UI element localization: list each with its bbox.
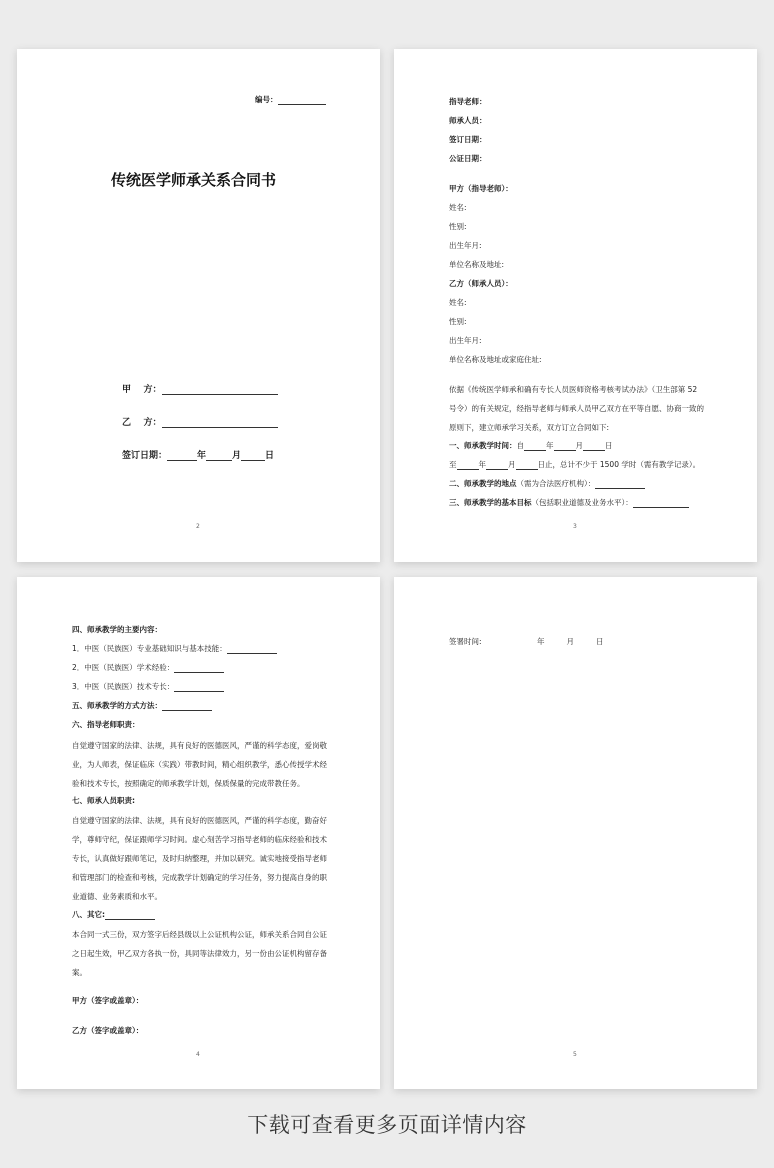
party-a-unit: 单位名称及地址: bbox=[449, 260, 505, 269]
section6-heading: 六、指导老师职责： bbox=[72, 720, 140, 729]
party-a-blank bbox=[162, 385, 278, 395]
section8-paragraph: 本合同一式三份，双方签字后经县级以上公证机构公证，师承关系合同自公证之日起生效，甲乙双方各执一份，具同等法律效力，另一份由公证机构留存备案。 bbox=[72, 930, 327, 977]
section2-row bbox=[449, 479, 645, 489]
party-a-heading: 甲方（指导老师）： bbox=[449, 184, 513, 193]
year-blank bbox=[167, 451, 197, 461]
section8-blank bbox=[105, 910, 155, 920]
section1-month: 月 bbox=[575, 441, 583, 450]
section6-paragraph: 自觉遵守国家的法律、法规，具有良好的医德医风，严谨的科学态度，爱岗敬业，为人师表，保证临床（实践）带教时间，精心组织教学，悉心传授学术经验和技术专长，按照确定的师承教学计划，保质保量的完成带教任务。 bbox=[72, 741, 327, 788]
party-b-heading: 乙方（师承人员）： bbox=[449, 279, 513, 288]
sign-time-label: 签署时间: bbox=[449, 637, 482, 646]
section5-blank bbox=[162, 701, 212, 711]
contract-page-5 bbox=[394, 577, 757, 1089]
party-a-row bbox=[122, 382, 278, 395]
instructor-line: 指导老师： bbox=[449, 97, 487, 106]
section1-stop: 日止，总计不少于 1500 学时（需有教学记录）。 bbox=[537, 460, 701, 469]
section1-row bbox=[449, 441, 613, 451]
contract-page-3 bbox=[394, 49, 757, 562]
section2-note: （需为合法医疗机构）： bbox=[516, 479, 596, 488]
section4-heading: 四、师承教学的主要内容： bbox=[72, 625, 162, 634]
party-a-signature: 甲方（签字或盖章）： bbox=[72, 996, 144, 1005]
section7-paragraph: 自觉遵守国家的法律、法规，具有良好的医德医风，严谨的科学态度，勤奋好学，尊师守纪，保证跟师学习时间。虚心刻苦学习指导老师的临床经验和技术专长，认真做好跟师笔记，及时归纳整理，并加以研究。诚实地接受指导老师和管理部门的检查和考核，完成教学计划确定的学习任务，努力提高自身的职业道德、业务素质和水平。 bbox=[72, 816, 327, 901]
item-text: 3．中医（民族医）技术专长： bbox=[72, 682, 175, 691]
section1-end-year: 年 bbox=[478, 460, 486, 469]
section1-end-row bbox=[449, 460, 700, 470]
section1-to: 至 bbox=[449, 460, 457, 469]
contract-page-2 bbox=[17, 49, 380, 562]
party-a-label: 甲 方： bbox=[122, 385, 162, 395]
party-a-name: 姓名: bbox=[449, 203, 467, 212]
page-number: 5 bbox=[573, 1051, 577, 1058]
item-blank bbox=[227, 644, 277, 654]
section4-item-1 bbox=[72, 644, 277, 654]
download-caption: 下载可查看更多页面详情内容 bbox=[247, 1113, 527, 1137]
party-b-birth: 出生年月: bbox=[449, 336, 482, 345]
party-b-name: 姓名: bbox=[449, 298, 467, 307]
contract-number-blank bbox=[278, 95, 326, 105]
day-label: 日 bbox=[265, 451, 275, 461]
sign-time-row bbox=[449, 636, 604, 647]
section4-item-3 bbox=[72, 682, 224, 692]
item-text: 1．中医（民族医）专业基础知识与基本技能： bbox=[72, 644, 227, 653]
party-a-gender: 性别: bbox=[449, 222, 467, 231]
party-b-signature: 乙方（签字或盖章）： bbox=[72, 1026, 144, 1035]
notary-date-line: 公证日期： bbox=[449, 154, 487, 163]
section5-row bbox=[72, 701, 212, 711]
sign-day: 日 bbox=[596, 637, 604, 646]
blank bbox=[486, 460, 508, 470]
section3-blank bbox=[633, 498, 689, 508]
sign-date-line: 签订日期： bbox=[449, 135, 487, 144]
sign-year: 年 bbox=[537, 637, 545, 646]
section3-label: 三、师承教学的基本目标 bbox=[449, 498, 532, 507]
page-number: 3 bbox=[573, 523, 577, 530]
month-blank bbox=[206, 451, 232, 461]
day-blank bbox=[241, 451, 265, 461]
blank bbox=[583, 441, 605, 451]
section3-note: （包括职业道德及业务水平）： bbox=[531, 498, 633, 507]
blank bbox=[524, 441, 546, 451]
item-text: 2．中医（民族医）学术经验： bbox=[72, 663, 175, 672]
section2-blank bbox=[595, 479, 645, 489]
blank bbox=[457, 460, 479, 470]
section4-item-2 bbox=[72, 663, 224, 673]
party-b-row bbox=[122, 415, 278, 428]
item-blank bbox=[174, 663, 224, 673]
blank bbox=[516, 460, 538, 470]
section1-day: 日 bbox=[605, 441, 613, 450]
party-b-label: 乙 方： bbox=[122, 418, 162, 428]
contract-number-row bbox=[255, 94, 326, 105]
section1-label: 一、师承教学时间： bbox=[449, 441, 517, 450]
section5-heading: 五、师承教学的方式方法： bbox=[72, 701, 162, 710]
section7-heading: 七、师承人员职责: bbox=[72, 796, 135, 805]
sign-date-label: 签订日期： bbox=[122, 451, 168, 461]
intro-paragraph: 依据《传统医学师承和确有专长人员医师资格考核考试办法》（卫生部第 52 号令）的有关规定，经指导老师与师承人员甲乙双方在平等自愿、协商一致的原则下，建立师承学习关系，双方订立合同如下: bbox=[449, 385, 704, 432]
contract-page-4 bbox=[17, 577, 380, 1089]
section1-year: 年 bbox=[546, 441, 554, 450]
section8-row bbox=[72, 910, 155, 920]
sign-date-row bbox=[122, 448, 274, 461]
section1-end-month: 月 bbox=[508, 460, 516, 469]
item-blank bbox=[174, 682, 224, 692]
section8-heading: 八、其它: bbox=[72, 910, 105, 919]
blank bbox=[554, 441, 576, 451]
year-label: 年 bbox=[197, 451, 207, 461]
document-title: 传统医学师承关系合同书 bbox=[111, 171, 277, 189]
page-number: 4 bbox=[196, 1051, 200, 1058]
party-b-address: 单位名称及地址或家庭住址: bbox=[449, 355, 542, 364]
party-b-blank bbox=[162, 418, 278, 428]
party-a-birth: 出生年月: bbox=[449, 241, 482, 250]
sign-month: 月 bbox=[566, 637, 574, 646]
page-number: 2 bbox=[196, 523, 200, 530]
contract-number-label: 编号： bbox=[255, 95, 278, 104]
section3-row bbox=[449, 498, 689, 508]
section1-from: 自 bbox=[516, 441, 524, 450]
party-b-gender: 性别: bbox=[449, 317, 467, 326]
section2-label: 二、师承教学的地点 bbox=[449, 479, 517, 488]
month-label: 月 bbox=[232, 451, 242, 461]
apprentice-line: 师承人员： bbox=[449, 116, 487, 125]
